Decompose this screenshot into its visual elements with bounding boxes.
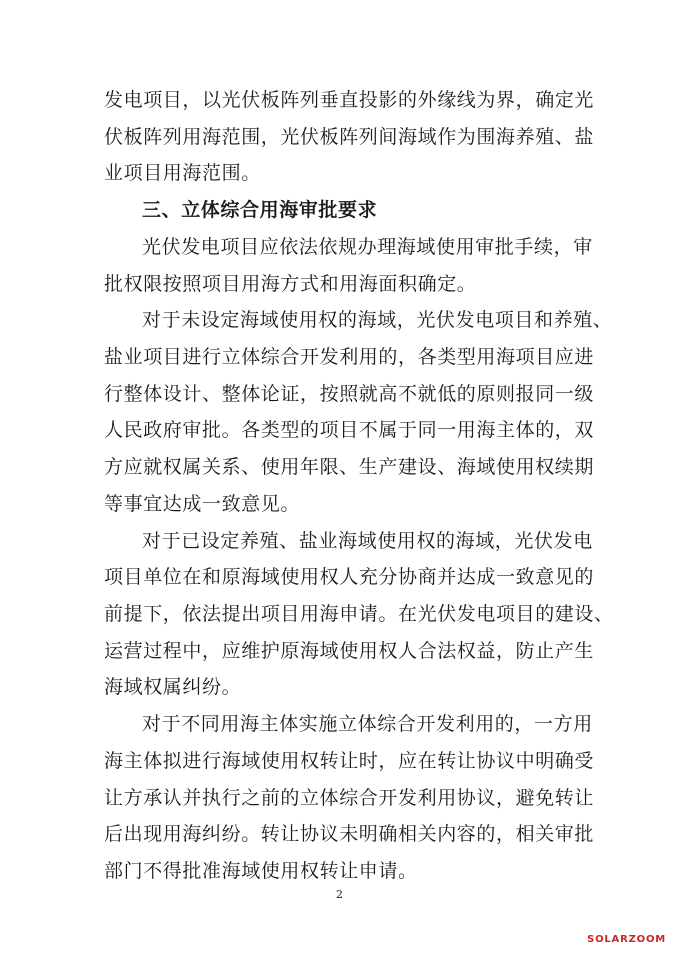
section-heading: 三、立体综合用海审批要求: [142, 199, 378, 222]
paragraph-line: 后出现用海纠纷。转让协议未明确相关内容的，相关审批: [104, 823, 595, 846]
paragraph-line: 对于不同用海主体实施立体综合开发利用的，一方用: [142, 713, 593, 736]
paragraph-line: 运营过程中，应维护原海域使用权人合法权益，防止产生: [104, 639, 595, 662]
paragraph-line: 行整体设计、整体论证，按照就高不就低的原则报同一级: [104, 382, 595, 405]
paragraph-line: 人民政府审批。各类型的项目不属于同一用海主体的，双: [104, 419, 595, 442]
watermark-logo: SOLARZOOM: [587, 934, 666, 945]
paragraph-line: 伏板阵列用海范围，光伏板阵列间海域作为围海养殖、盐: [104, 125, 595, 148]
paragraph-line: 海域权属纠纷。: [104, 676, 242, 699]
paragraph-line: 等事宜达成一致意见。: [104, 492, 301, 515]
paragraph-line: 对于未设定海域使用权的海域，光伏发电项目和养殖、: [142, 309, 613, 332]
paragraph-line: 对于已设定养殖、盐业海域使用权的海域，光伏发电: [142, 529, 593, 552]
paragraph-line: 前提下，依法提出项目用海申请。在光伏发电项目的建设、: [104, 603, 614, 625]
paragraph-line: 项目单位在和原海域使用权人充分协商并达成一致意见的: [104, 566, 595, 589]
paragraph-line: 方应就权属关系、使用年限、生产建设、海域使用权续期: [104, 456, 595, 479]
paragraph-line: 发电项目，以光伏板阵列垂直投影的外缘线为界，确定光: [104, 89, 595, 111]
paragraph-line: 盐业项目进行立体综合开发利用的，各类型用海项目应进: [104, 346, 595, 368]
paragraph-line: 海主体拟进行海域使用权转让时，应在转让协议中明确受: [104, 749, 595, 772]
paragraph-line: 让方承认并执行之前的立体综合开发利用协议，避免转让: [104, 786, 595, 809]
page-number: 2: [336, 888, 343, 901]
paragraph-line: 批权限按照项目用海方式和用海面积确定。: [104, 272, 477, 295]
paragraph-line: 业项目用海范围。: [104, 162, 261, 185]
paragraph-line: 部门不得批准海域使用权转让申请。: [104, 860, 418, 882]
paragraph-line: 光伏发电项目应依法依规办理海域使用审批手续，审: [142, 235, 593, 258]
